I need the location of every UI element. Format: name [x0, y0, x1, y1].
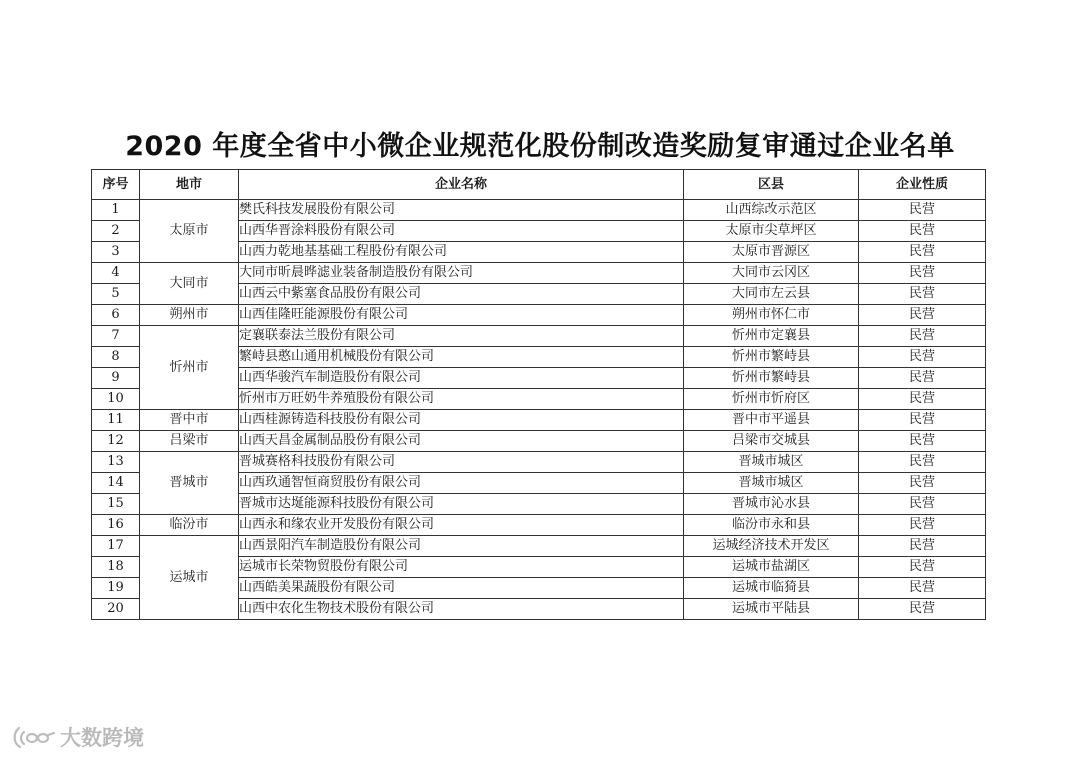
row-seq: 7: [92, 326, 140, 347]
row-nature: 民营: [859, 242, 986, 263]
row-enterprise-name: 大同市昕晨晔滤业装备制造股份有限公司: [239, 263, 684, 284]
row-enterprise-name: 山西永和缘农业开发股份有限公司: [239, 515, 684, 536]
row-enterprise-name: 晋城赛格科技股份有限公司: [239, 452, 684, 473]
row-nature: 民营: [859, 599, 986, 620]
row-district: 运城市平陆县: [684, 599, 859, 620]
row-city: 临汾市: [140, 515, 239, 536]
row-enterprise-name: 山西皓美果蔬股份有限公司: [239, 578, 684, 599]
row-seq: 6: [92, 305, 140, 326]
row-district: 晋中市平遥县: [684, 410, 859, 431]
row-enterprise-name: 山西力乾地基基础工程股份有限公司: [239, 242, 684, 263]
row-city: 运城市: [140, 536, 239, 620]
row-district: 朔州市怀仁市: [684, 305, 859, 326]
weibo-logo-icon: [10, 723, 56, 751]
row-district: 忻州市繁峙县: [684, 347, 859, 368]
row-nature: 民营: [859, 557, 986, 578]
table-header-row: [92, 170, 986, 200]
header-seq: 序号: [92, 170, 140, 200]
row-district: 晋城市沁水县: [684, 494, 859, 515]
row-enterprise-name: 山西佳隆旺能源股份有限公司: [239, 305, 684, 326]
row-enterprise-name: 忻州市万旺奶牛养殖股份有限公司: [239, 389, 684, 410]
row-enterprise-name: 樊氏科技发展股份有限公司: [239, 200, 684, 221]
row-city: 晋城市: [140, 452, 239, 515]
row-district: 临汾市永和县: [684, 515, 859, 536]
row-nature: 民营: [859, 473, 986, 494]
table-row: [92, 305, 986, 326]
row-seq: 17: [92, 536, 140, 557]
header-nature: 企业性质: [859, 170, 986, 200]
row-nature: 民营: [859, 326, 986, 347]
row-enterprise-name: 山西中农化生物技术股份有限公司: [239, 599, 684, 620]
row-city: 朔州市: [140, 305, 239, 326]
row-nature: 民营: [859, 347, 986, 368]
row-seq: 14: [92, 473, 140, 494]
row-district: 运城市盐湖区: [684, 557, 859, 578]
row-district: 忻州市繁峙县: [684, 368, 859, 389]
table-row: [92, 515, 986, 536]
row-nature: 民营: [859, 452, 986, 473]
row-district: 忻州市定襄县: [684, 326, 859, 347]
row-district: 太原市晋源区: [684, 242, 859, 263]
row-district: 运城经济技术开发区: [684, 536, 859, 557]
row-district: 忻州市忻府区: [684, 389, 859, 410]
row-city: 太原市: [140, 200, 239, 263]
row-seq: 20: [92, 599, 140, 620]
enterprise-table: [91, 169, 986, 620]
row-seq: 4: [92, 263, 140, 284]
table-row: [92, 536, 986, 557]
row-enterprise-name: 晋城市达埏能源科技股份有限公司: [239, 494, 684, 515]
row-city: 晋中市: [140, 410, 239, 431]
row-seq: 18: [92, 557, 140, 578]
table-row: [92, 431, 986, 452]
table-row: [92, 410, 986, 431]
row-enterprise-name: 运城市长荣物贸股份有限公司: [239, 557, 684, 578]
watermark-text: 大数跨境: [60, 726, 144, 750]
row-district: 运城市临猗县: [684, 578, 859, 599]
row-seq: 2: [92, 221, 140, 242]
header-district: 区县: [684, 170, 859, 200]
row-seq: 10: [92, 389, 140, 410]
table-row: [92, 200, 986, 221]
row-nature: 民营: [859, 200, 986, 221]
row-nature: 民营: [859, 221, 986, 242]
row-nature: 民营: [859, 515, 986, 536]
row-enterprise-name: 定襄联泰法兰股份有限公司: [239, 326, 684, 347]
row-seq: 9: [92, 368, 140, 389]
row-city: 大同市: [140, 263, 239, 305]
row-district: 大同市左云县: [684, 284, 859, 305]
row-enterprise-name: 山西华骏汽车制造股份有限公司: [239, 368, 684, 389]
row-nature: 民营: [859, 494, 986, 515]
row-city: 忻州市: [140, 326, 239, 410]
row-enterprise-name: 山西华晋涂料股份有限公司: [239, 221, 684, 242]
row-seq: 8: [92, 347, 140, 368]
page-title: 2020 年度全省中小微企业规范化股份制改造奖励复审通过企业名单: [125, 131, 955, 162]
row-seq: 15: [92, 494, 140, 515]
watermark: [10, 722, 144, 752]
row-nature: 民营: [859, 431, 986, 452]
row-seq: 1: [92, 200, 140, 221]
row-nature: 民营: [859, 410, 986, 431]
row-district: 大同市云冈区: [684, 263, 859, 284]
row-seq: 3: [92, 242, 140, 263]
row-nature: 民营: [859, 305, 986, 326]
table-row: [92, 452, 986, 473]
table-row: [92, 326, 986, 347]
header-enterprise-name: 企业名称: [239, 170, 684, 200]
row-nature: 民营: [859, 536, 986, 557]
table-body: [92, 200, 986, 620]
row-enterprise-name: 山西云中紫塞食品股份有限公司: [239, 284, 684, 305]
table-row: [92, 263, 986, 284]
row-enterprise-name: 山西景阳汽车制造股份有限公司: [239, 536, 684, 557]
row-nature: 民营: [859, 578, 986, 599]
row-district: 太原市尖草坪区: [684, 221, 859, 242]
header-city: 地市: [140, 170, 239, 200]
row-seq: 19: [92, 578, 140, 599]
row-seq: 5: [92, 284, 140, 305]
row-nature: 民营: [859, 284, 986, 305]
row-enterprise-name: 繁峙县憨山通用机械股份有限公司: [239, 347, 684, 368]
row-seq: 16: [92, 515, 140, 536]
row-enterprise-name: 山西天昌金属制品股份有限公司: [239, 431, 684, 452]
row-city: 吕梁市: [140, 431, 239, 452]
row-district: 晋城市城区: [684, 473, 859, 494]
row-seq: 11: [92, 410, 140, 431]
row-district: 山西综改示范区: [684, 200, 859, 221]
row-district: 吕梁市交城县: [684, 431, 859, 452]
row-nature: 民营: [859, 263, 986, 284]
row-enterprise-name: 山西桂源铸造科技股份有限公司: [239, 410, 684, 431]
row-seq: 13: [92, 452, 140, 473]
row-district: 晋城市城区: [684, 452, 859, 473]
row-enterprise-name: 山西玖通智恒商贸股份有限公司: [239, 473, 684, 494]
row-nature: 民营: [859, 389, 986, 410]
row-nature: 民营: [859, 368, 986, 389]
row-seq: 12: [92, 431, 140, 452]
